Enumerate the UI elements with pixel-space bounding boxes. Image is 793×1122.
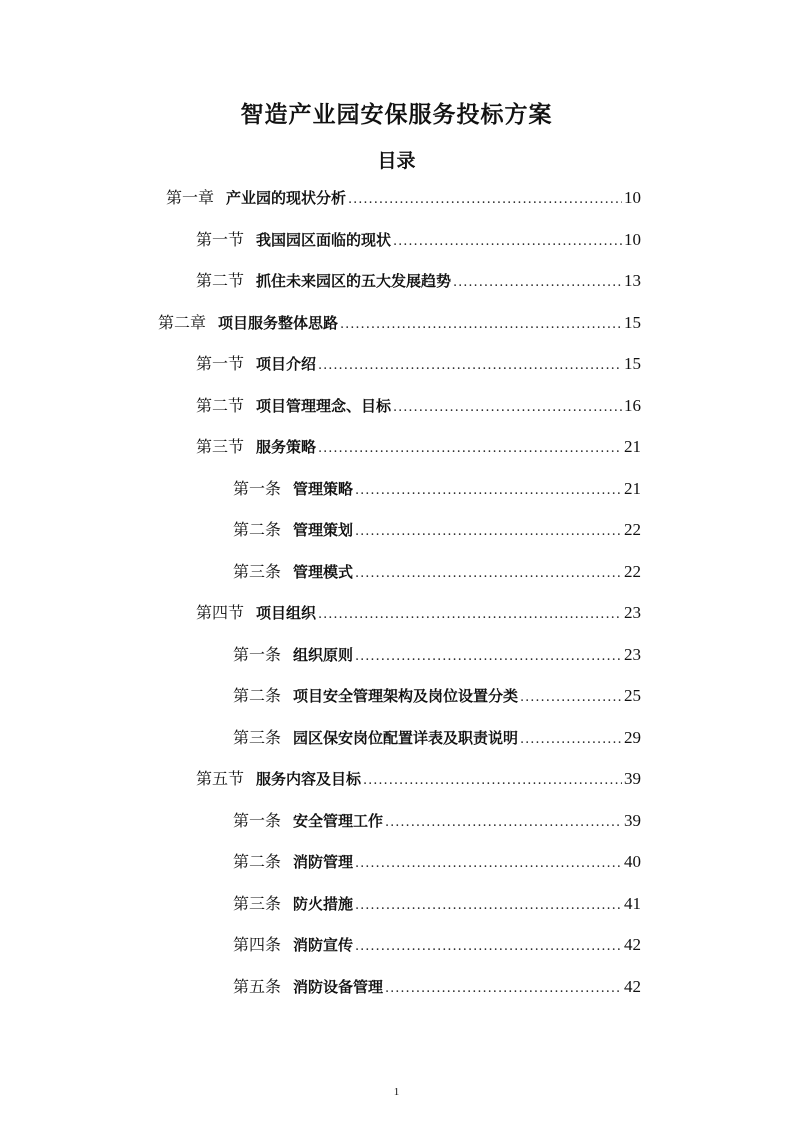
toc-entry-number: 第三节	[196, 437, 245, 456]
toc-entry-page: 42	[624, 977, 641, 996]
toc-entry-number: 第二章	[158, 313, 207, 332]
toc-leader-dots	[520, 728, 622, 752]
toc-entry-label: 项目服务整体思路	[218, 314, 339, 332]
toc-entry[interactable]	[196, 269, 641, 293]
toc-entry-label: 管理模式	[293, 563, 354, 581]
toc-entry-number: 第三条	[233, 562, 282, 581]
toc-entry-label: 服务内容及目标	[256, 770, 362, 788]
toc-entry[interactable]	[196, 228, 641, 252]
toc-leader-dots	[355, 562, 622, 586]
toc-entry[interactable]	[196, 352, 641, 376]
toc-heading: 目录	[377, 150, 416, 172]
toc-entry-number: 第一条	[233, 479, 282, 498]
toc-entry-label: 园区保安岗位配置详表及职责说明	[293, 729, 519, 747]
toc-entry[interactable]	[233, 518, 641, 542]
toc-entry-label: 项目安全管理架构及岗位设置分类	[293, 687, 519, 705]
toc-entry[interactable]	[233, 809, 641, 833]
toc-entry[interactable]	[233, 933, 641, 957]
toc-entry[interactable]	[233, 892, 641, 916]
toc-entry-page: 23	[624, 603, 641, 622]
toc-leader-dots	[520, 686, 622, 710]
toc-entry-page: 39	[624, 769, 641, 788]
toc-entry-label: 我国园区面临的现状	[256, 231, 392, 249]
toc-entry-label: 管理策划	[293, 521, 354, 539]
toc-entry-page: 23	[624, 645, 641, 664]
toc-entry-page: 15	[624, 354, 641, 373]
toc-leader-dots	[318, 437, 622, 461]
toc-entry-page: 42	[624, 935, 641, 954]
toc-entry-number: 第二节	[196, 271, 245, 290]
toc-entry-page: 39	[624, 811, 641, 830]
toc-entry-label: 项目管理理念、目标	[256, 397, 392, 415]
toc-entry[interactable]	[166, 186, 641, 210]
toc-entry[interactable]	[233, 850, 641, 874]
toc-leader-dots	[393, 396, 622, 420]
toc-entry-number: 第一条	[233, 645, 282, 664]
toc-entry-label: 项目介绍	[256, 355, 317, 373]
toc-leader-dots	[453, 271, 622, 295]
toc-leader-dots	[355, 935, 622, 959]
toc-leader-dots	[318, 354, 622, 378]
toc-entry-label: 产业园的现状分析	[226, 189, 347, 207]
toc-leader-dots	[355, 852, 622, 876]
toc-entry-number: 第三条	[233, 894, 282, 913]
toc-entry[interactable]	[196, 601, 641, 625]
toc-entry-label: 抓住未来园区的五大发展趋势	[256, 272, 452, 290]
toc-entry-label: 消防管理	[293, 853, 354, 871]
toc-entry-number: 第四条	[233, 935, 282, 954]
toc-entry[interactable]	[196, 435, 641, 459]
toc-entry-label: 管理策略	[293, 480, 354, 498]
toc-entry-page: 25	[624, 686, 641, 705]
toc-entry-label: 消防设备管理	[293, 978, 384, 996]
page-number: 1	[393, 1086, 400, 1098]
toc-leader-dots	[348, 188, 622, 212]
toc-entry-page: 13	[624, 271, 641, 290]
document-title: 智造产业园安保服务投标方案	[240, 102, 553, 128]
toc-entry-number: 第五条	[233, 977, 282, 996]
toc-entry-page: 40	[624, 852, 641, 871]
toc-entry-number: 第一节	[196, 230, 245, 249]
toc-entry-page: 22	[624, 562, 641, 581]
toc-entry-label: 安全管理工作	[293, 812, 384, 830]
toc-entry-label: 项目组织	[256, 604, 317, 622]
toc-entry-number: 第二条	[233, 520, 282, 539]
toc-entry-page: 16	[624, 396, 641, 415]
toc-entry-number: 第三条	[233, 728, 282, 747]
toc-leader-dots	[355, 520, 622, 544]
toc-leader-dots	[385, 977, 622, 1001]
toc-entry-number: 第四节	[196, 603, 245, 622]
toc-entry[interactable]	[233, 560, 641, 584]
toc-entry-label: 消防宣传	[293, 936, 354, 954]
toc-entry-label: 服务策略	[256, 438, 317, 456]
toc-entry[interactable]	[196, 767, 641, 791]
toc-entry-page: 41	[624, 894, 641, 913]
toc-leader-dots	[385, 811, 622, 835]
toc-entry-label: 防火措施	[293, 895, 354, 913]
toc-leader-dots	[393, 230, 622, 254]
toc-entry-page: 15	[624, 313, 641, 332]
toc-entry[interactable]	[233, 684, 641, 708]
toc-entry-page: 10	[624, 230, 641, 249]
toc-entry[interactable]	[233, 643, 641, 667]
toc-entry-number: 第二条	[233, 686, 282, 705]
toc-leader-dots	[363, 769, 622, 793]
toc-entry-number: 第五节	[196, 769, 245, 788]
toc-leader-dots	[340, 313, 622, 337]
toc-entry-number: 第二节	[196, 396, 245, 415]
toc-leader-dots	[355, 645, 622, 669]
toc-entry-label: 组织原则	[293, 646, 354, 664]
toc-entry[interactable]	[233, 477, 641, 501]
toc-entry-page: 10	[624, 188, 641, 207]
toc-entry[interactable]	[233, 975, 641, 999]
toc-entry-number: 第一条	[233, 811, 282, 830]
toc-entry-page: 21	[624, 479, 641, 498]
toc-entry[interactable]	[233, 726, 641, 750]
toc-entry-page: 29	[624, 728, 641, 747]
toc-entry-page: 21	[624, 437, 641, 456]
toc-entry-number: 第二条	[233, 852, 282, 871]
toc-entry[interactable]	[196, 394, 641, 418]
toc-leader-dots	[318, 603, 622, 627]
toc-entry[interactable]	[158, 311, 641, 335]
toc-entry-page: 22	[624, 520, 641, 539]
toc-leader-dots	[355, 894, 622, 918]
toc-entry-number: 第一章	[166, 188, 215, 207]
toc-entry-number: 第一节	[196, 354, 245, 373]
toc-leader-dots	[355, 479, 622, 503]
